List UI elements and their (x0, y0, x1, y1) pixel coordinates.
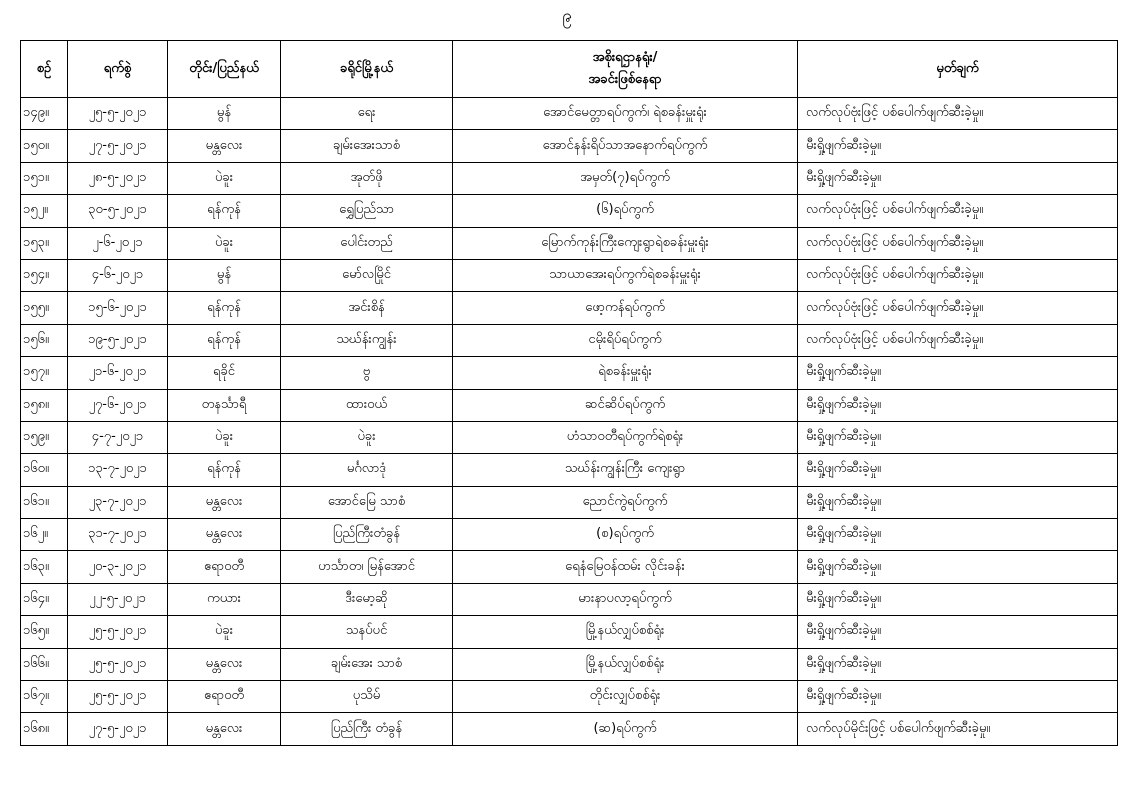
cell-township: သနပ်ပင် (281, 616, 453, 648)
cell-date: ၁၃-၇-၂၀၂၁ (68, 454, 168, 486)
incident-table (20, 40, 1118, 746)
cell-date: ၂၅-၅-၂၀၂၁ (68, 681, 168, 713)
table-row (21, 162, 1118, 194)
header-no: စဉ် (21, 41, 68, 98)
cell-no: ၁၅၁။ (21, 162, 68, 194)
cell-date: ၂၇-၅-၂၀၂၁ (68, 713, 168, 745)
cell-date: ၂၀-၃-၂၀၂၁ (68, 551, 168, 583)
cell-remark: လက်လုပ်မိုင်းဖြင့် ပစ်ပေါက်ဖျက်ဆီးခဲ့မှု။ (798, 713, 1118, 745)
header-date: ရက်စွဲ (68, 41, 168, 98)
table-row (21, 551, 1118, 583)
table-row (21, 583, 1118, 615)
cell-location: မားနာပလာ့ရပ်ကွက် (453, 583, 798, 615)
cell-remark: လက်လုပ်ဗုံးဖြင့် ပစ်ပေါက်ဖျက်ဆီးခဲ့မှု။ (798, 292, 1118, 324)
cell-date: ၂၂-၅-၂၀၂၁ (68, 583, 168, 615)
cell-remark: မီးရှို့ဖျက်ဆီးခဲ့မှု။ (798, 389, 1118, 421)
cell-township: ထားဝယ် (281, 389, 453, 421)
cell-remark: မီးရှို့ဖျက်ဆီးခဲ့မှု။ (798, 421, 1118, 453)
cell-date: ၂၅-၅-၂၀၂၁ (68, 616, 168, 648)
table-row (21, 324, 1118, 356)
cell-remark: မီးရှို့ဖျက်ဆီးခဲ့မှု။ (798, 486, 1118, 518)
table-row (21, 259, 1118, 291)
cell-remark: မီးရှို့ဖျက်ဆီးခဲ့မှု။ (798, 648, 1118, 680)
cell-date: ၁၅-၆-၂၀၂၁ (68, 292, 168, 324)
cell-region: ပဲခူး (168, 227, 281, 259)
cell-township: ဟင်္သာတ၊ မြန်အောင် (281, 551, 453, 583)
cell-location: မြို့နယ်လျှပ်စစ်ရုံး (453, 648, 798, 680)
table-row (21, 292, 1118, 324)
cell-location: ရေနံမြေဝန်ထမ်း လိုင်းခန်း (453, 551, 798, 583)
cell-no: ၁၆၅။ (21, 616, 68, 648)
table-body (21, 98, 1118, 746)
cell-township: ဒီးမော့ဆို (281, 583, 453, 615)
cell-township: အင်းစိန် (281, 292, 453, 324)
cell-location: (ဆ)ရပ်ကွက် (453, 713, 798, 745)
cell-date: ၂-၆-၂၀၂၁ (68, 227, 168, 259)
header-remark: မှတ်ချက် (798, 41, 1118, 98)
cell-date: ၂၈-၅-၂၀၂၁ (68, 162, 168, 194)
cell-location: ငမိုးရိပ်ရပ်ကွက် (453, 324, 798, 356)
cell-remark: လက်လုပ်ဗုံးဖြင့် ပစ်ပေါက်ဖျက်ဆီးခဲ့မှု။ (798, 227, 1118, 259)
cell-no: ၁၅၆။ (21, 324, 68, 356)
cell-region: ဧရာဝတီ (168, 551, 281, 583)
cell-region: ရန်ကုန် (168, 324, 281, 356)
cell-location: ဟံသာဝတီရပ်ကွက်ရဲစရုံး (453, 421, 798, 453)
page-number: ၉ (562, 6, 572, 26)
cell-region: မန္တလေး (168, 519, 281, 551)
cell-township: ဗွ (281, 357, 453, 389)
cell-no: ၁၄၉။ (21, 98, 68, 130)
cell-location: ဖော့ကန်ရပ်ကွက် (453, 292, 798, 324)
cell-remark: မီးရှို့ဖျက်ဆီးခဲ့မှု။ (798, 162, 1118, 194)
cell-no: ၁၆၆။ (21, 648, 68, 680)
cell-date: ၄-၇-၂၀၂၁ (68, 421, 168, 453)
cell-location: အမှတ်(၇)ရပ်ကွက် (453, 162, 798, 194)
cell-region: ရန်ကုန် (168, 454, 281, 486)
cell-date: ၂၇-၅-၂၀၂၁ (68, 130, 168, 162)
cell-no: ၁၆၁။ (21, 486, 68, 518)
cell-no: ၁၅၈။ (21, 389, 68, 421)
cell-location: ဆင်ဆိပ်ရပ်ကွက် (453, 389, 798, 421)
cell-remark: မီးရှို့ဖျက်ဆီးခဲ့မှု။ (798, 130, 1118, 162)
cell-date: ၂၁-၆-၂၀၂၁ (68, 357, 168, 389)
cell-remark: မီးရှို့ဖျက်ဆီးခဲ့မှု။ (798, 357, 1118, 389)
cell-township: ရွှေပြည်သာ (281, 195, 453, 227)
cell-township: မော်လမြိုင် (281, 259, 453, 291)
table-row (21, 195, 1118, 227)
cell-date: ၃၀-၅-၂၀၂၁ (68, 195, 168, 227)
cell-region: ရန်ကုန် (168, 195, 281, 227)
header-region: တိုင်း/ပြည်နယ် (168, 41, 281, 98)
cell-no: ၁၆၂။ (21, 519, 68, 551)
table-row (21, 98, 1118, 130)
cell-date: ၄-၆-၂၀၂၁ (68, 259, 168, 291)
cell-date: ၂၃-၇-၂၀၂၁ (68, 486, 168, 518)
cell-date: ၂၅-၅-၂၀၂၁ (68, 648, 168, 680)
cell-township: ပြည်ကြီး တံခွန် (281, 713, 453, 745)
cell-no: ၁၅၇။ (21, 357, 68, 389)
cell-no: ၁၅၃။ (21, 227, 68, 259)
table-row (21, 713, 1118, 745)
cell-township: ရေး (281, 98, 453, 130)
cell-township: ချမ်းအေး သာစံ (281, 648, 453, 680)
cell-township: ချမ်းအေးသာစံ (281, 130, 453, 162)
cell-region: ပဲခူး (168, 616, 281, 648)
cell-remark: မီးရှို့ဖျက်ဆီးခဲ့မှု။ (798, 681, 1118, 713)
cell-no: ၁၅၂။ (21, 195, 68, 227)
cell-no: ၁၅၉။ (21, 421, 68, 453)
header-location (453, 41, 798, 98)
cell-township: ပေါင်းတည် (281, 227, 453, 259)
cell-no: ၁၅၀။ (21, 130, 68, 162)
cell-location: မြို့နယ်လျှပ်စစ်ရုံး (453, 616, 798, 648)
cell-remark: လက်လုပ်ဗုံးဖြင့် ပစ်ပေါက်ဖျက်ဆီးခဲ့မှု။ (798, 98, 1118, 130)
table-row (21, 227, 1118, 259)
table-row (21, 130, 1118, 162)
table-row (21, 454, 1118, 486)
cell-location: ညောင်ကွဲရပ်ကွက် (453, 486, 798, 518)
cell-region: မန္တလေး (168, 130, 281, 162)
cell-region: ရန်ကုန် (168, 292, 281, 324)
cell-remark: မီးရှို့ဖျက်ဆီးခဲ့မှု။ (798, 519, 1118, 551)
cell-remark: မီးရှို့ဖျက်ဆီးခဲ့မှု။ (798, 454, 1118, 486)
cell-date: ၂၅-၅-၂၀၂၁ (68, 98, 168, 130)
cell-township: အောင်မြေ သာစံ (281, 486, 453, 518)
cell-remark: လက်လုပ်ဗုံးဖြင့် ပစ်ပေါက်ဖျက်ဆီးခဲ့မှု။ (798, 324, 1118, 356)
header-location-line2: အခင်းဖြစ်နေရာ (588, 72, 662, 87)
cell-location: ရဲစခန်းမှူးရုံး (453, 357, 798, 389)
cell-no: ၁၅၅။ (21, 292, 68, 324)
cell-region: မွန် (168, 98, 281, 130)
cell-region: ရခိုင် (168, 357, 281, 389)
table-row (21, 421, 1118, 453)
cell-location: (စ)ရပ်ကွက် (453, 519, 798, 551)
cell-location: သာယာအေးရပ်ကွက်ရဲစခန်းမှူးရုံး (453, 259, 798, 291)
cell-remark: မီးရှို့ဖျက်ဆီးခဲ့မှု။ (798, 551, 1118, 583)
table-row (21, 486, 1118, 518)
table-row (21, 389, 1118, 421)
cell-no: ၁၆၃။ (21, 551, 68, 583)
cell-location: တိုင်းလျှပ်စစ်ရုံး (453, 681, 798, 713)
cell-township: ပုသိမ် (281, 681, 453, 713)
cell-no: ၁၆၈။ (21, 713, 68, 745)
cell-date: ၁၉-၅-၂၀၂၁ (68, 324, 168, 356)
cell-location: အောင်နန်းရိပ်သာအနောက်ရပ်ကွက် (453, 130, 798, 162)
cell-remark: လက်လုပ်ဗုံးဖြင့် ပစ်ပေါက်ဖျက်ဆီးခဲ့မှု။ (798, 195, 1118, 227)
header-location-line1: အစိုးရဌာနရုံး/ (592, 50, 658, 65)
cell-region: ဧရာဝတီ (168, 681, 281, 713)
cell-township: သဃ်န်းကျွန်း (281, 324, 453, 356)
cell-no: ၁၆၀။ (21, 454, 68, 486)
table-row (21, 357, 1118, 389)
cell-region: ပဲခူး (168, 162, 281, 194)
cell-region: မန္တလေး (168, 713, 281, 745)
cell-region: မန္တလေး (168, 486, 281, 518)
cell-township: ပဲခူး (281, 421, 453, 453)
header-township: ခရိုင်မြို့နယ် (281, 41, 453, 98)
cell-region: တနင်္သာရီ (168, 389, 281, 421)
cell-region: ပဲခူး (168, 421, 281, 453)
cell-no: ၁၆၇။ (21, 681, 68, 713)
table-row (21, 616, 1118, 648)
cell-township: အုတ်ဖို (281, 162, 453, 194)
cell-no: ၁၆၄။ (21, 583, 68, 615)
cell-remark: လက်လုပ်ဗုံးဖြင့် ပစ်ပေါက်ဖျက်ဆီးခဲ့မှု။ (798, 259, 1118, 291)
cell-location: မြောက်ကုန်းကြီးကျေးရွာရဲစခန်းမှူးရုံး (453, 227, 798, 259)
cell-township: မင်္ဂလာဒုံ (281, 454, 453, 486)
cell-remark: မီးရှို့ဖျက်ဆီးခဲ့မှု။ (798, 616, 1118, 648)
cell-date: ၃၁-၇-၂၀၂၁ (68, 519, 168, 551)
cell-remark: မီးရှို့ဖျက်ဆီးခဲ့မှု။ (798, 583, 1118, 615)
cell-location: သဃ်န်းကျွန်းကြီး ကျေးရွာ (453, 454, 798, 486)
table-row (21, 648, 1118, 680)
cell-no: ၁၅၄။ (21, 259, 68, 291)
table-row (21, 519, 1118, 551)
cell-region: မန္တလေး (168, 648, 281, 680)
table-row (21, 681, 1118, 713)
cell-location: (၆)ရပ်ကွက် (453, 195, 798, 227)
header-row (21, 41, 1118, 98)
cell-location: အောင်မေတ္တာရပ်ကွက်၊ ရဲစခန်းမှူးရုံး (453, 98, 798, 130)
cell-township: ပြည်ကြီးတံခွန် (281, 519, 453, 551)
cell-region: ကယား (168, 583, 281, 615)
cell-region: မွန် (168, 259, 281, 291)
cell-date: ၂၇-၆-၂၀၂၁ (68, 389, 168, 421)
